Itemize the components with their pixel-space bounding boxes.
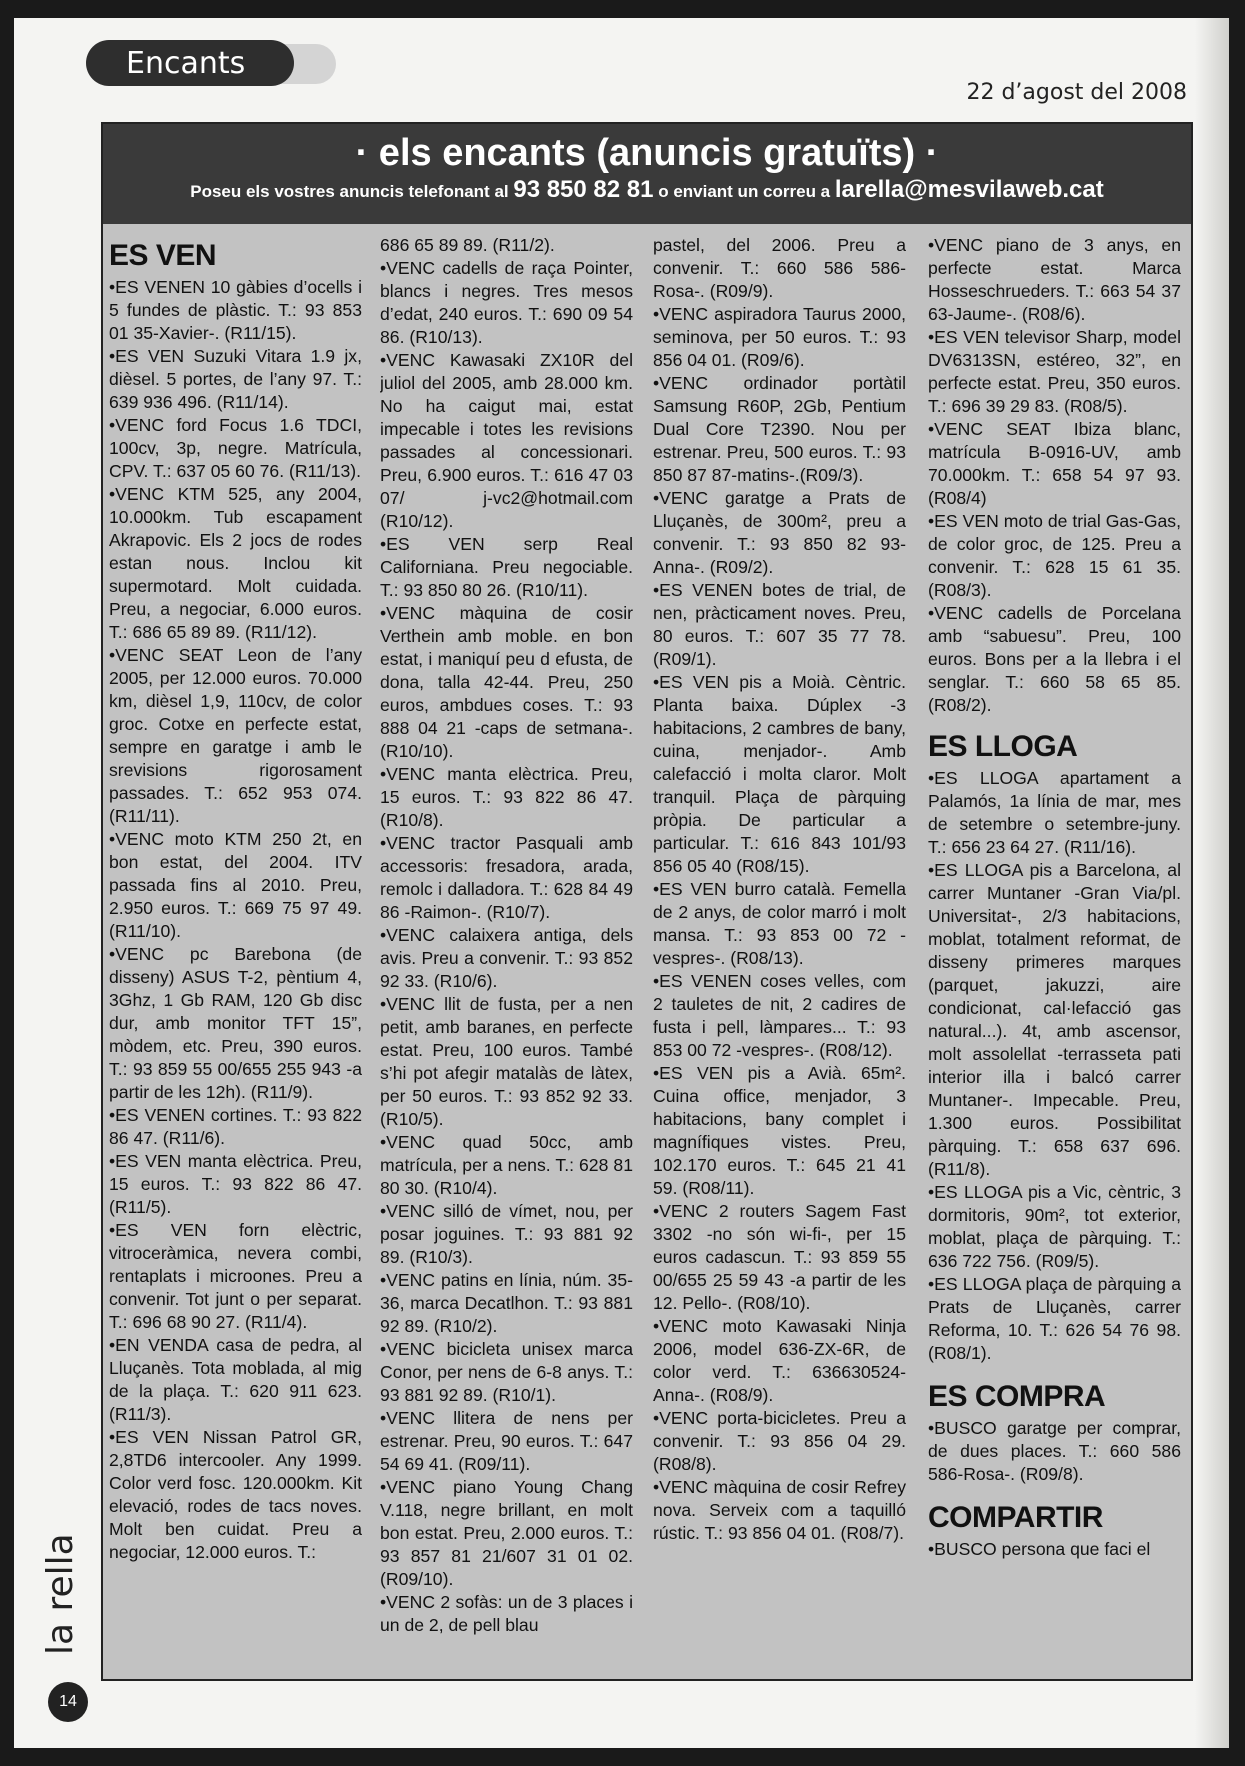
vertical-brand: la rella [40, 1533, 81, 1655]
classified-ad: •ES LLOGA plaça de pàrquing a Prats de Lluçanès, carrer Reforma, 10. T.: 626 54 76 98. (R08/1). [928, 1274, 1181, 1363]
classified-ad: •VENC pc Barebona (de disseny) ASUS T-2, pèntium 4, 3Ghz, 1 Gb RAM, 120 Gb disc dur, amb monitor TFT 15”, mòdem, etc. Preu, 390 euros. T.: 93 859 55 00/655 255 943 -a partir de les 12h). (R11/9). [109, 944, 362, 1102]
heading-compartir: COMPARTIR [928, 1501, 1103, 1534]
classified-ad: •VENC cadells de raça Pointer, blancs i negres. Tres mesos d’edat, 240 euros. T.: 690 09 54 86. (R10/13). [380, 258, 633, 347]
classified-ad: •VENC Kawasaki ZX10R del juliol del 2005, amb 28.000 km. No ha caigut mai, estat impecable i totes les revisions passades al concessionari. Preu, 6.900 euros. T.: 616 47 03 07/ j-vc2@hotmail.com (R10/12). [380, 350, 633, 531]
classified-ad: •VENC aspiradora Taurus 2000, seminova, per 50 euros. T.: 93 856 04 01. (R09/6). [653, 304, 906, 370]
classified-ad: •ES VEN forn elèctric, vitroceràmica, nevera combi, rentaplats i microones. Preu a convenir. Tot junt o per separat. T.: 696 68 90 27. (R11/4). [109, 1220, 362, 1332]
classified-ad: •VENC garatge a Prats de Lluçanès, de 300m², preu a convenir. T.: 93 850 82 93-Anna-. (R09/2). [653, 488, 906, 577]
classified-ad: •VENC SEAT Leon de l’any 2005, per 12.000 euros. 70.000 km, dièsel 1,9, 110cv, de color groc. Cotxe en perfecte estat, sempre en garatge i amb le srevisions rigorosament passades. T.: 652 953 074. (R11/11). [109, 645, 362, 826]
classified-ad: •VENC piano de 3 anys, en perfecte estat. Marca Hosseschrueders. T.: 663 54 37 63-Jaume-. (R08/6). [928, 235, 1181, 324]
classified-ad: pastel, del 2006. Preu a convenir. T.: 660 586 586-Rosa-. (R09/9). [653, 235, 906, 301]
classified-ad: •ES VENEN 10 gàbies d’ocells i 5 fundes de plàstic. T.: 93 853 01 35-Xavier-. (R11/15). [109, 277, 362, 343]
classified-ad: •ES VEN Nissan Patrol GR, 2,8TD6 intercooler. Any 1999. Color verd fosc. 120.000km. Kit elevació, rodes de tacs noves. Molt ben cuidat. Preu a negociar, 12.000 euros. T.: [109, 1427, 362, 1562]
column-4 [928, 234, 1181, 1672]
classified-ad: •VENC 2 routers Sagem Fast 3302 -no són wi-fi-, per 15 euros cadascun. T.: 93 859 55 00/655 25 59 43 -a partir de les 12. Pello-. (R08/10). [653, 1201, 906, 1313]
classified-ad: •ES VEN pis a Avià. 65m². Cuina office, menjador, 3 habitacions, bany complet i magnífiques vistes. Preu, 102.170 euros. T.: 645 21 41 59. (R08/11). [653, 1063, 906, 1198]
contact-phone: 93 850 82 81 [513, 176, 654, 203]
classified-ad: •VENC llit de fusta, per a nen petit, amb baranes, en perfecte estat. Preu, 100 euros. També s’hi pot afegir matalàs de làtex, per 50 euros. T.: 93 852 92 33. (R10/5). [380, 994, 633, 1129]
classifieds-header [103, 124, 1191, 224]
classified-ad: •ES LLOGA apartament a Palamós, 1a línia de mar, mes de setembre o setembre-juny. T.: 656 23 64 27. (R11/16). [928, 768, 1181, 857]
page-number: 14 [48, 1682, 88, 1722]
heading-es-ven: ES VEN [109, 239, 217, 272]
column-1 [109, 234, 362, 1672]
col4-compra-ads [928, 1417, 1181, 1486]
issue-date: 22 d’agost del 2008 [966, 80, 1187, 105]
classified-ad: •VENC llitera de nens per estrenar. Preu, 90 euros. T.: 647 54 69 41. (R09/11). [380, 1408, 633, 1474]
classified-ad: •VENC calaixera antiga, dels avis. Preu a convenir. T.: 93 852 92 33. (R10/6). [380, 925, 633, 991]
classified-ad: •ES LLOGA pis a Barcelona, al carrer Muntaner -Gran Via/pl. Universitat-, 2/3 habitacions, moblat, totalment reformat, de disseny primeres marques (parquet, jakuzzi, aire condicionat, cal·lefacció gas natural...). 4t, amb ascensor, molt assolellat -terrasseta pati interior illa i balcó carrer Muntaner-. Impecable. Preu, 1.300 euros. Possibilitat pàrquing. T.: 658 637 696. (R11/8). [928, 860, 1181, 1179]
classifieds-title: · els encants (anuncis gratuïts) · [355, 132, 939, 174]
classified-ad: •ES LLOGA pis a Vic, cèntric, 3 dormitoris, 90m², tot exterior, moblat, plaça de pàrquing. T.: 636 722 756. (R09/5). [928, 1182, 1181, 1271]
col1-ads [109, 276, 362, 1564]
section-tab-label: Encants [126, 46, 246, 81]
classified-ad: •VENC màquina de cosir Refrey nova. Serveix com a taquilló rústic. T.: 93 856 04 01. (R08/7). [653, 1477, 906, 1543]
classified-ad: •ES VENEN coses velles, com 2 tauletes de nit, 2 cadires de fusta i pell, làmpares... T.: 93 853 00 72 -vespres-. (R08/12). [653, 971, 906, 1060]
classified-ad: •VENC piano Young Chang V.118, negre brillant, en molt bon estat. Preu, 2.000 euros. T.: 93 857 81 21/607 31 01 02. (R09/10). [380, 1477, 633, 1589]
instructions-text-1: Poseu els vostres anuncis telefonant al [190, 182, 514, 201]
classified-ad: •ES VEN manta elèctrica. Preu, 15 euros. T.: 93 822 86 47. (R11/5). [109, 1151, 362, 1217]
section-tab [86, 38, 346, 88]
column-3 [653, 234, 906, 1672]
col4-ads [928, 234, 1181, 717]
classified-ad: •BUSCO persona que faci el [928, 1539, 1151, 1559]
classified-ad: •VENC 2 sofàs: un de 3 places i un de 2, de pell blau [380, 1592, 633, 1635]
col3-ads [653, 234, 906, 1545]
classified-ad: •EN VENDA casa de pedra, al Lluçanès. Tota moblada, al mig de la plaça. T.: 620 911 623. (R11/3). [109, 1335, 362, 1424]
page-binding-shadow [1195, 18, 1229, 1748]
classified-ad: •ES VEN burro català. Femella de 2 anys, de color marró i molt mansa. T.: 93 853 00 72 -vespres-. (R08/13). [653, 879, 906, 968]
classified-ad: 686 65 89 89. (R11/2). [380, 235, 555, 255]
classified-ad: •VENC KTM 525, any 2004, 10.000km. Tub escapament Akrapovic. Els 2 jocs de rodes estan nous. Inclou kit supermotard. Molt cuidada. Preu, a negociar, 6.000 euros. T.: 686 65 89 89. (R11/12). [109, 484, 362, 642]
col2-ads [380, 234, 633, 1637]
classified-ad: •VENC manta elèctrica. Preu, 15 euros. T.: 93 822 86 47. (R10/8). [380, 764, 633, 830]
classified-ad: •VENC tractor Pasquali amb accessoris: fresadora, arada, remolc i dalladora. T.: 628 84 49 86 -Raimon-. (R10/7). [380, 833, 633, 922]
classified-ad: •VENC moto Kawasaki Ninja 2006, model 636-ZX-6R, de color verd. T.: 636630524-Anna-. (R08/9). [653, 1316, 906, 1405]
classified-ad: •VENC moto KTM 250 2t, en bon estat, del 2004. ITV passada fins al 2010. Preu, 2.950 euros. T.: 669 75 97 49. (R11/10). [109, 829, 362, 941]
classified-ad: •VENC patins en línia, núm. 35-36, marca Decatlhon. T.: 93 881 92 89. (R10/2). [380, 1270, 633, 1336]
classifieds-instructions [103, 176, 1191, 220]
classified-ad: •VENC cadells de Porcelana amb “sabuesu”. Preu, 100 euros. Bons per a la llebra i el senglar. T.: 660 58 65 85. (R08/2). [928, 603, 1181, 715]
classified-ad: •ES VEN pis a Moià. Cèntric. Planta baixa. Dúplex -3 habitacions, 2 cambres de bany, cuina, menjador-. Amb calefacció i molta claror. Molt tranquil. Plaça de pàrquing pròpia. De particular a particular. T.: 616 843 101/93 856 05 40 (R08/15). [653, 672, 906, 876]
classified-ad: •VENC SEAT Ibiza blanc, matrícula B-0916-UV, amb 70.000km. T.: 658 54 97 93. (R08/4) [928, 419, 1181, 508]
classified-ad: •ES VEN televisor Sharp, model DV6313SN, estéreo, 32”, en perfecte estat. Preu, 350 euros. T.: 696 39 29 83. (R08/5). [928, 327, 1181, 416]
heading-es-compra: ES COMPRA [928, 1380, 1106, 1413]
heading-es-lloga: ES LLOGA [928, 730, 1078, 763]
classified-ad: •VENC ford Focus 1.6 TDCI, 100cv, 3p, negre. Matrícula, CPV. T.: 637 05 60 76. (R11/13). [109, 415, 362, 481]
classified-ad: •ES VEN moto de trial Gas-Gas, de color groc, de 125. Preu a convenir. T.: 628 15 61 35. (R08/3). [928, 511, 1181, 600]
classified-ad: •BUSCO garatge per comprar, de dues places. T.: 660 586 586-Rosa-. (R09/8). [928, 1418, 1181, 1484]
instructions-text-2: o enviant un correu a [653, 182, 835, 201]
classified-ad: •ES VENEN cortines. T.: 93 822 86 47. (R11/6). [109, 1105, 362, 1148]
classified-ad: •VENC porta-bicicletes. Preu a convenir. T.: 93 856 04 29. (R08/8). [653, 1408, 906, 1474]
classified-ad: •ES VENEN botes de trial, de nen, pràcticament noves. Preu, 80 euros. T.: 607 35 77 78. (R09/1). [653, 580, 906, 669]
col4-compartir-ads [928, 1538, 1181, 1561]
classified-ad: •VENC quad 50cc, amb matrícula, per a nens. T.: 628 81 80 30. (R10/4). [380, 1132, 633, 1198]
classified-ad: •ES VEN serp Real Californiana. Preu negociable. T.: 93 850 80 26. (R10/11). [380, 534, 633, 600]
classified-ad: •VENC silló de vímet, nou, per posar joguines. T.: 93 881 92 89. (R10/3). [380, 1201, 633, 1267]
column-2 [380, 234, 633, 1672]
contact-email: larella@mesvilaweb.cat [834, 176, 1104, 203]
classified-ad: •ES VEN Suzuki Vitara 1.9 jx, dièsel. 5 portes, de l’any 97. T.: 639 936 496. (R11/14). [109, 346, 362, 412]
col4-lloga-ads [928, 767, 1181, 1365]
classified-ad: •VENC màquina de cosir Verthein amb moble. en bon estat, i maniquí peu d efusta, de dona, talla 42-44. Preu, 250 euros, ambdues coses. T.: 93 888 04 21 -caps de setmana-. (R10/10). [380, 603, 633, 761]
classified-ad: •VENC bicicleta unisex marca Conor, per nens de 6-8 anys. T.: 93 881 92 89. (R10/1). [380, 1339, 633, 1405]
classified-ad: •VENC ordinador portàtil Samsung R60P, 2Gb, Pentium Dual Core T2390. Nou per estrenar. Preu, 500 euros. T.: 93 850 87 87-matins-.(R09/3). [653, 373, 906, 485]
classifieds-box [101, 122, 1193, 1681]
